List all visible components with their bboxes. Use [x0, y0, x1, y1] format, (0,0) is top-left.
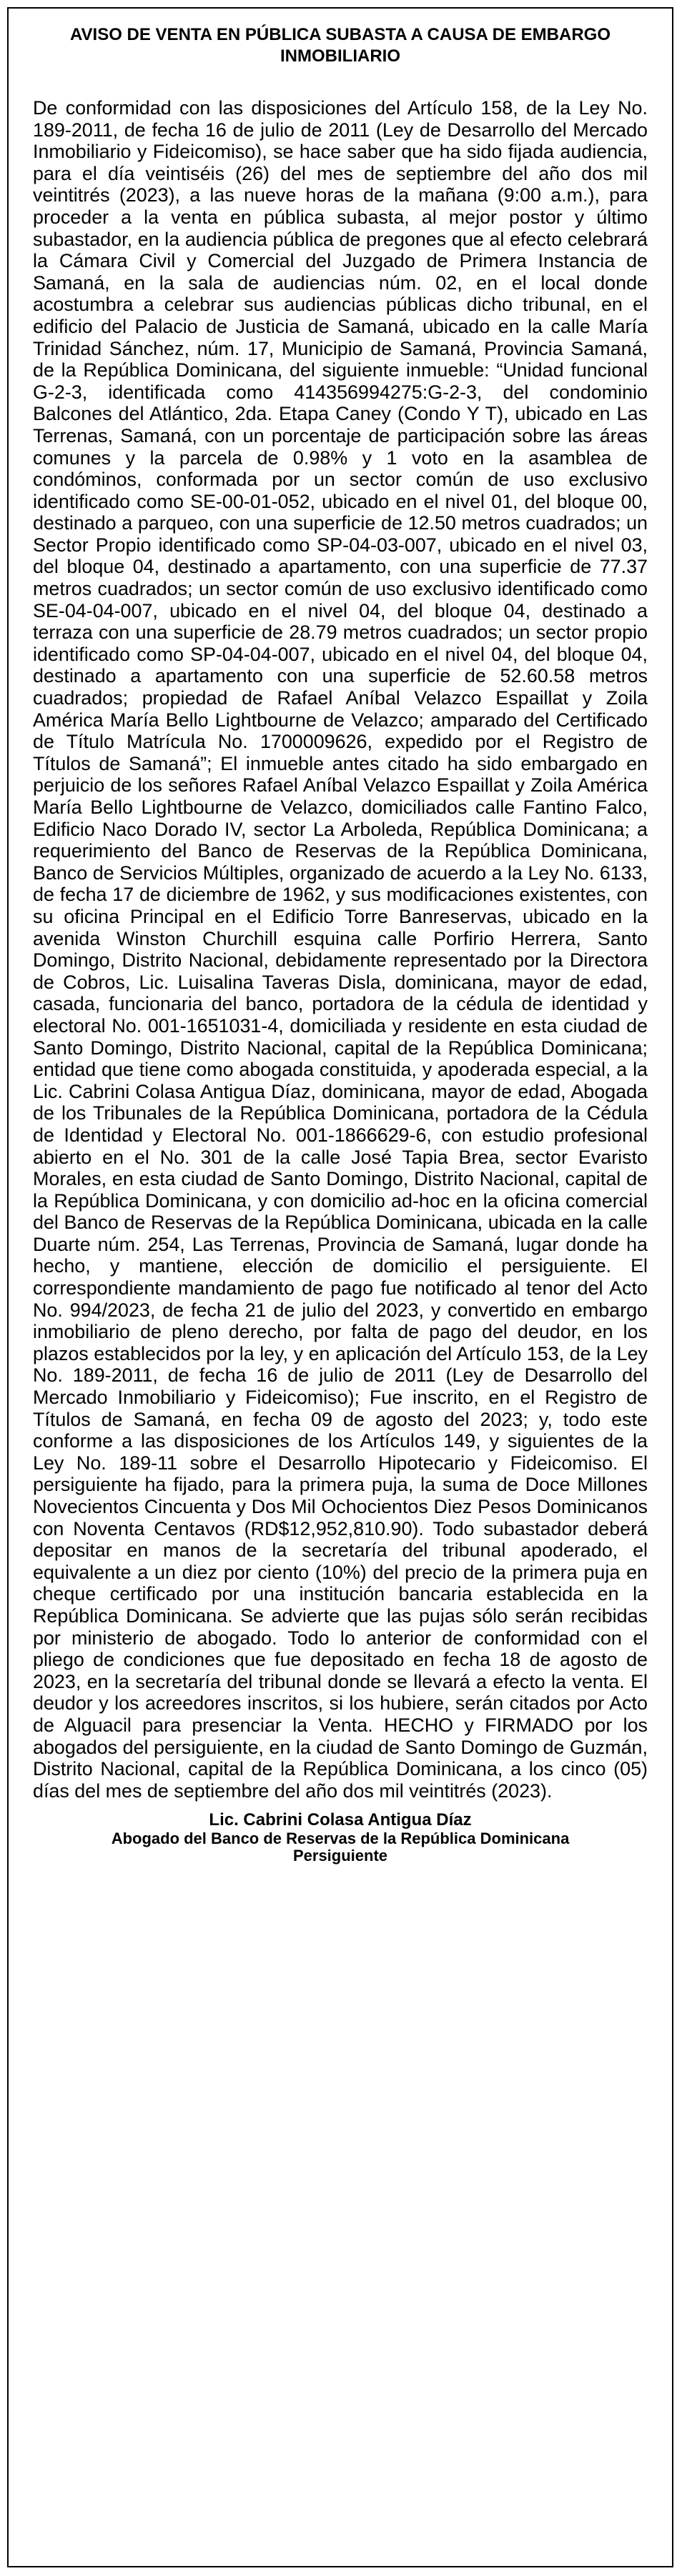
signature-role: Abogado del Banco de Reservas de la República Dominicana — [111, 1829, 570, 1848]
legal-notice — [7, 7, 673, 2567]
notice-body: De conformidad con las disposiciones del Artículo 158, de la Ley No. 189-2011, de fecha 16 de julio de 2011 (Ley de Desarrollo del Mercado Inmobiliario y Fideicomiso), se hace saber que ha sido fijada audiencia, para el día veintiséis (26) del mes de septiembre del año dos mil veintitrés (2023), a las nueve horas de la mañana (9:00 a.m.), para proceder a la venta en pública subasta, al mejor postor y último subastador, en la audiencia pública de pregones que al efecto celebrará la Cámara Civil y Comercial del Juzgado de Primera Instancia de Samaná, en la sala de audiencias núm. 02, en el local donde acostumbra a celebrar sus audiencias públicas dicho tribunal, en el edificio del Palacio de Justicia de Samaná, ubicado en la calle María Trinidad Sánchez, núm. 17, Municipio de Samaná, Provincia Samaná, de la República Dominicana, del siguiente inmueble: “Unidad funcional G-2-3, identificada como 414356994275:G-2-3, del condominio Balcones del Atlántico, 2da. Etapa Caney (Condo Y T), ubicado en Las Terrenas, Samaná, con un porcentaje de participación sobre las áreas comunes y la parcela de 0.98% y 1 voto en la asamblea de condóminos, conformada por un sector común de uso exclusivo identificado como SE-00-01-052, ubicado en el nivel 01, del bloque 00, destinado a parqueo, con una superficie de 12.50 metros cuadrados; un Sector Propio identificado como SP-04-03-007, ubicado en el nivel 03, del bloque 04, destinado a apartamento, con una superficie de 77.37 metros cuadrados; un sector común de uso exclusivo identificado como SE-04-04-007, ubicado en el nivel 04, del bloque 04, destinado a terraza con una superficie de 28.79 metros cuadrados; un sector propio identificado como SP-04-04-007, ubicado en el nivel 04, del bloque 04, destinado a apartamento con una superficie de 52.60.58 metros cuadrados; propiedad de Rafael Aníbal Velazco Espaillat y Zoila América María Bello Lightbourne de Velazco; amparado del Certificado de Título Matrícula No. 1700009626, expedido por el Registro de Títulos de Samaná”; El inmueble antes citado ha sido embargado en perjuicio de los señores Rafael Aníbal Velazco Espaillat y Zoila América María Bello Lightbourne de Velazco, domiciliados calle Fantino Falco, Edificio Naco Dorado IV, sector La Arboleda, República Dominicana; a requerimiento del Banco de Reservas de la República Dominicana, Banco de Servicios Múltiples, organizado de acuerdo a la Ley No. 6133, de fecha 17 de diciembre de 1962, y sus modificaciones existentes, con su oficina Principal en el Edificio Torre Banreservas, ubicado en la avenida Winston Churchill esquina calle Porfirio Herrera, Santo Domingo, Distrito Nacional, debidamente representado por la Directora de Cobros, Lic. Luisalina Taveras Disla, dominicana, mayor de edad, casada, funcionaria del banco, portadora de la cédula de identidad y electoral No. 001-1651031-4, domiciliada y residente en esta ciudad de Santo Domingo, Distrito Nacional, capital de la República Dominicana; entidad que tiene como abogada constituida, y apoderada especial, a la Lic. Cabrini Colasa Antigua Díaz, dominicana, mayor de edad, Abogada de los Tribunales de la República Dominicana, portadora de la Cédula de Identidad y Electoral No. 001-1866629-6, con estudio profesional abierto en el No. 301 de la calle José Tapia Brea, sector Evaristo Morales, en esta ciudad de Santo Domingo, Distrito Nacional, capital de la República Dominicana, y con domicilio ad-hoc en la oficina comercial del Banco de Reservas de la República Dominicana, ubicada en la calle Duarte núm. 254, Las Terrenas, Provincia de Samaná, lugar donde ha hecho, y mantiene, elección de domicilio el persiguiente. El correspondiente mandamiento de pago fue notificado al tenor del Acto No. 994/2023, de fecha 21 de julio del 2023, y convertido en embargo inmobiliario de pleno derecho, por falta de pago del deudor, en los plazos establecidos por la ley, y en aplicación del Artículo 153, de la Ley No. 189-2011, de fecha 16 de julio de 2011 (Ley de Desarrollo del Mercado Inmobiliario y Fideicomiso); Fue inscrito, en el Registro de Títulos de Samaná, en fecha 09 de agosto del 2023; y, todo este conforme a las disposiciones de los Artículos 149, y siguientes de la Ley No. 189-11 sobre el Desarrollo Hipotecario y Fideicomiso. El persiguiente ha fijado, para la primera puja, la suma de Doce Millones Novecientos Cincuenta y Dos Mil Ochocientos Diez Pesos Dominicanos con Noventa Centavos (RD$12,952,810.90). Todo subastador deberá depositar en manos de la secretaría del tribunal apoderado, el equivalente a un diez por ciento (10%) del precio de la primera puja en cheque certificado por una institución bancaria establecida en la República Dominicana. Se advierte que las pujas sólo serán recibidas por ministerio de abogado. Todo lo anterior de conformidad con el pliego de condiciones que fue depositado en fecha 18 de agosto de 2023, en la secretaría del tribunal donde se llevará a efecto la venta. El deudor y los acreedores inscritos, si los hubiere, serán citados por Acto de Alguacil para presenciar la Venta. HECHO y FIRMADO por los abogados del persiguiente, en la ciudad de Santo Domingo de Guzmán, Distrito Nacional, capital de la República Dominicana, a los cinco (05) días del mes de septiembre del año dos mil veintitrés (2023). — [33, 97, 648, 1802]
signature-name: Lic. Cabrini Colasa Antigua Díaz — [209, 1810, 472, 1830]
signature-block — [33, 1810, 648, 1864]
signature-party: Persiguiente — [292, 1847, 388, 1865]
notice-title: AVISO DE VENTA EN PÚBLICA SUBASTA A CAUSA DE EMBARGO INMOBILIARIO — [69, 25, 611, 66]
